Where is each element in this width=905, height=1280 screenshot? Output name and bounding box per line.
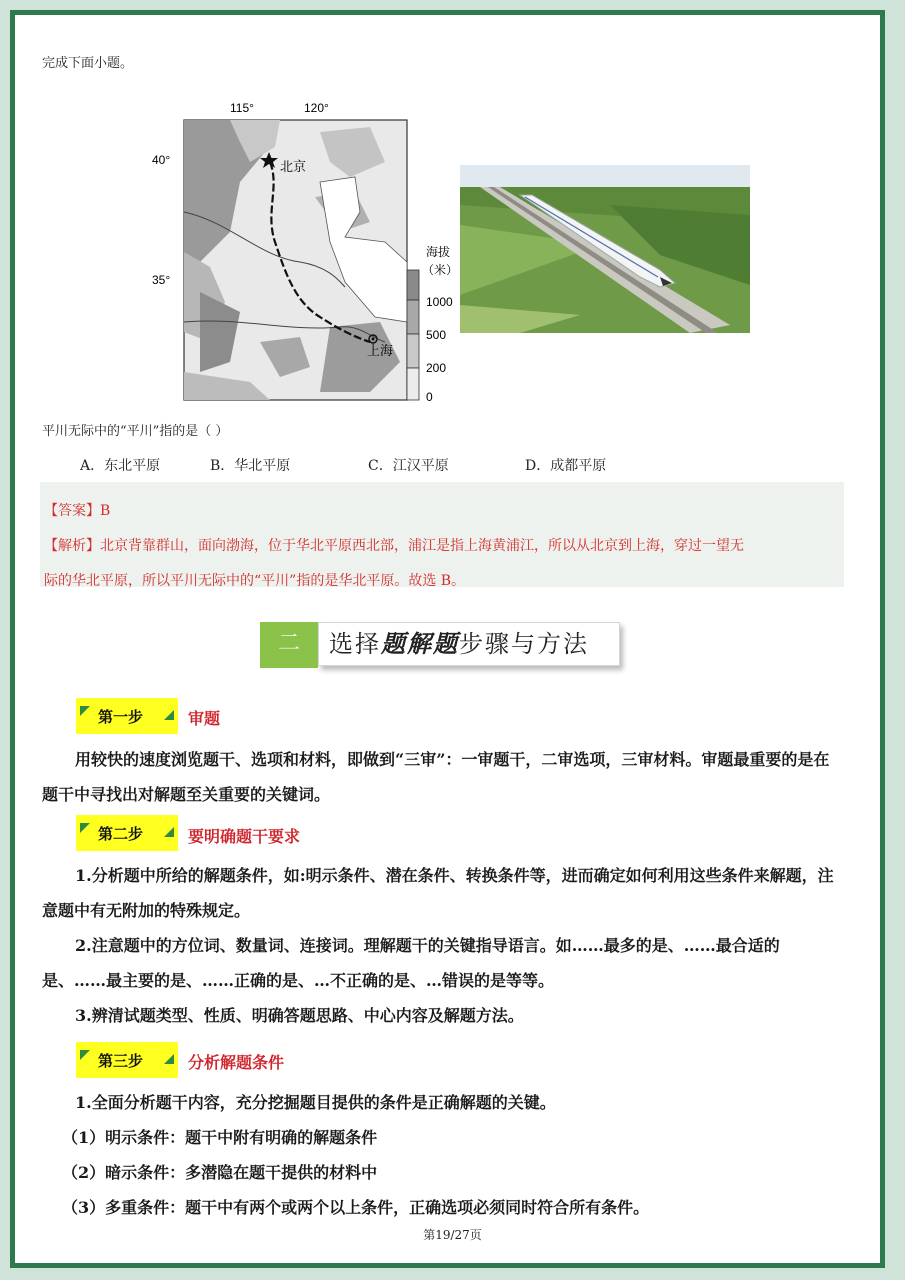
option-c: C．江汉平原 — [368, 458, 449, 474]
map-city-shanghai: 上海 — [367, 343, 394, 358]
question-text: 平川无际中的“平川”指的是（ ） — [42, 424, 229, 439]
legend-1000: 1000 — [426, 295, 453, 309]
step3-item-3: （2）暗示条件：多潜隐在题干提供的材料中 — [62, 1163, 378, 1182]
analysis-line-2: 际的华北平原，所以平川无际中的“平川”指的是华北平原。故选 B。 — [44, 573, 466, 589]
legend-500: 500 — [426, 328, 447, 342]
section-heading — [260, 622, 622, 668]
step3-item-2: （1）明示条件：题干中附有明确的解题条件 — [62, 1128, 378, 1147]
analysis-line-1: 【解析】北京背靠群山，面向渤海，位于华北平原西北部，浦江是指上海黄浦江，所以从北京到上海，穿过一望无 — [44, 538, 744, 554]
step-title-3: 分析解题条件 — [188, 1053, 285, 1072]
high-speed-train-photo — [460, 165, 750, 333]
step-title-1: 审题 — [188, 709, 221, 728]
legend-200: 200 — [426, 361, 447, 375]
option-d: D．成都平原 — [525, 458, 607, 474]
step-badge-3: 第三步 — [76, 1042, 178, 1078]
step-title-2: 要明确题干要求 — [188, 827, 301, 846]
section-title: 选择题解题步骤与方法 — [318, 622, 620, 666]
legend-title-2: （米） — [422, 263, 459, 277]
legend-title-1: 海拔 — [426, 245, 451, 259]
answer-line: 【答案】B — [44, 503, 111, 519]
option-a: A．东北平原 — [80, 458, 161, 474]
lat-label-35: 35° — [152, 273, 171, 287]
step2-item-1: 1.分析题中所给的解题条件，如:明示条件、潜在条件、转换条件等，进而确定如何利用这些条件来解题，注意题中有无附加的特殊规定。 — [42, 866, 834, 920]
step-badge-1: 第一步 — [76, 698, 178, 734]
step3-item-1: 1.全面分析题干内容，充分挖掘题目提供的条件是正确解题的关键。 — [75, 1093, 556, 1112]
step3-item-4: （3）多重条件：题干中有两个或两个以上条件，正确选项必须同时符合所有条件。 — [62, 1198, 650, 1217]
elevation-map — [152, 92, 470, 412]
lon-label-120: 120° — [304, 101, 329, 115]
lat-label-40: 40° — [152, 153, 171, 167]
step2-items — [42, 858, 842, 1033]
page-number: 第19/27页 — [423, 1228, 482, 1242]
step2-item-3: 3.辨清试题类型、性质、明确答题思路、中心内容及解题方法。 — [75, 1006, 524, 1025]
option-b: B．华北平原 — [210, 458, 291, 474]
legend-0: 0 — [426, 390, 433, 404]
step-badge-2: 第二步 — [76, 815, 178, 851]
step1-paragraph: 用较快的速度浏览题干、选项和材料，即做到“三审”：一审题干，二审选项，三审材料。审题最重要的是在题干中寻找出对解题至关重要的关键词。 — [42, 750, 830, 804]
answer-box — [40, 482, 844, 587]
step2-item-2: 2.注意题中的方位词、数量词、连接词。理解题干的关键指导语言。如……最多的是、……最合适的是、……最主要的是、……正确的是、…不正确的是、…错误的是等等。 — [42, 936, 780, 990]
map-city-beijing: 北京 — [280, 159, 307, 174]
step3-items — [42, 1085, 842, 1225]
lon-label-115: 115° — [230, 101, 254, 115]
intro-text: 完成下面小题。 — [42, 56, 134, 71]
section-number: 二 — [260, 622, 318, 668]
